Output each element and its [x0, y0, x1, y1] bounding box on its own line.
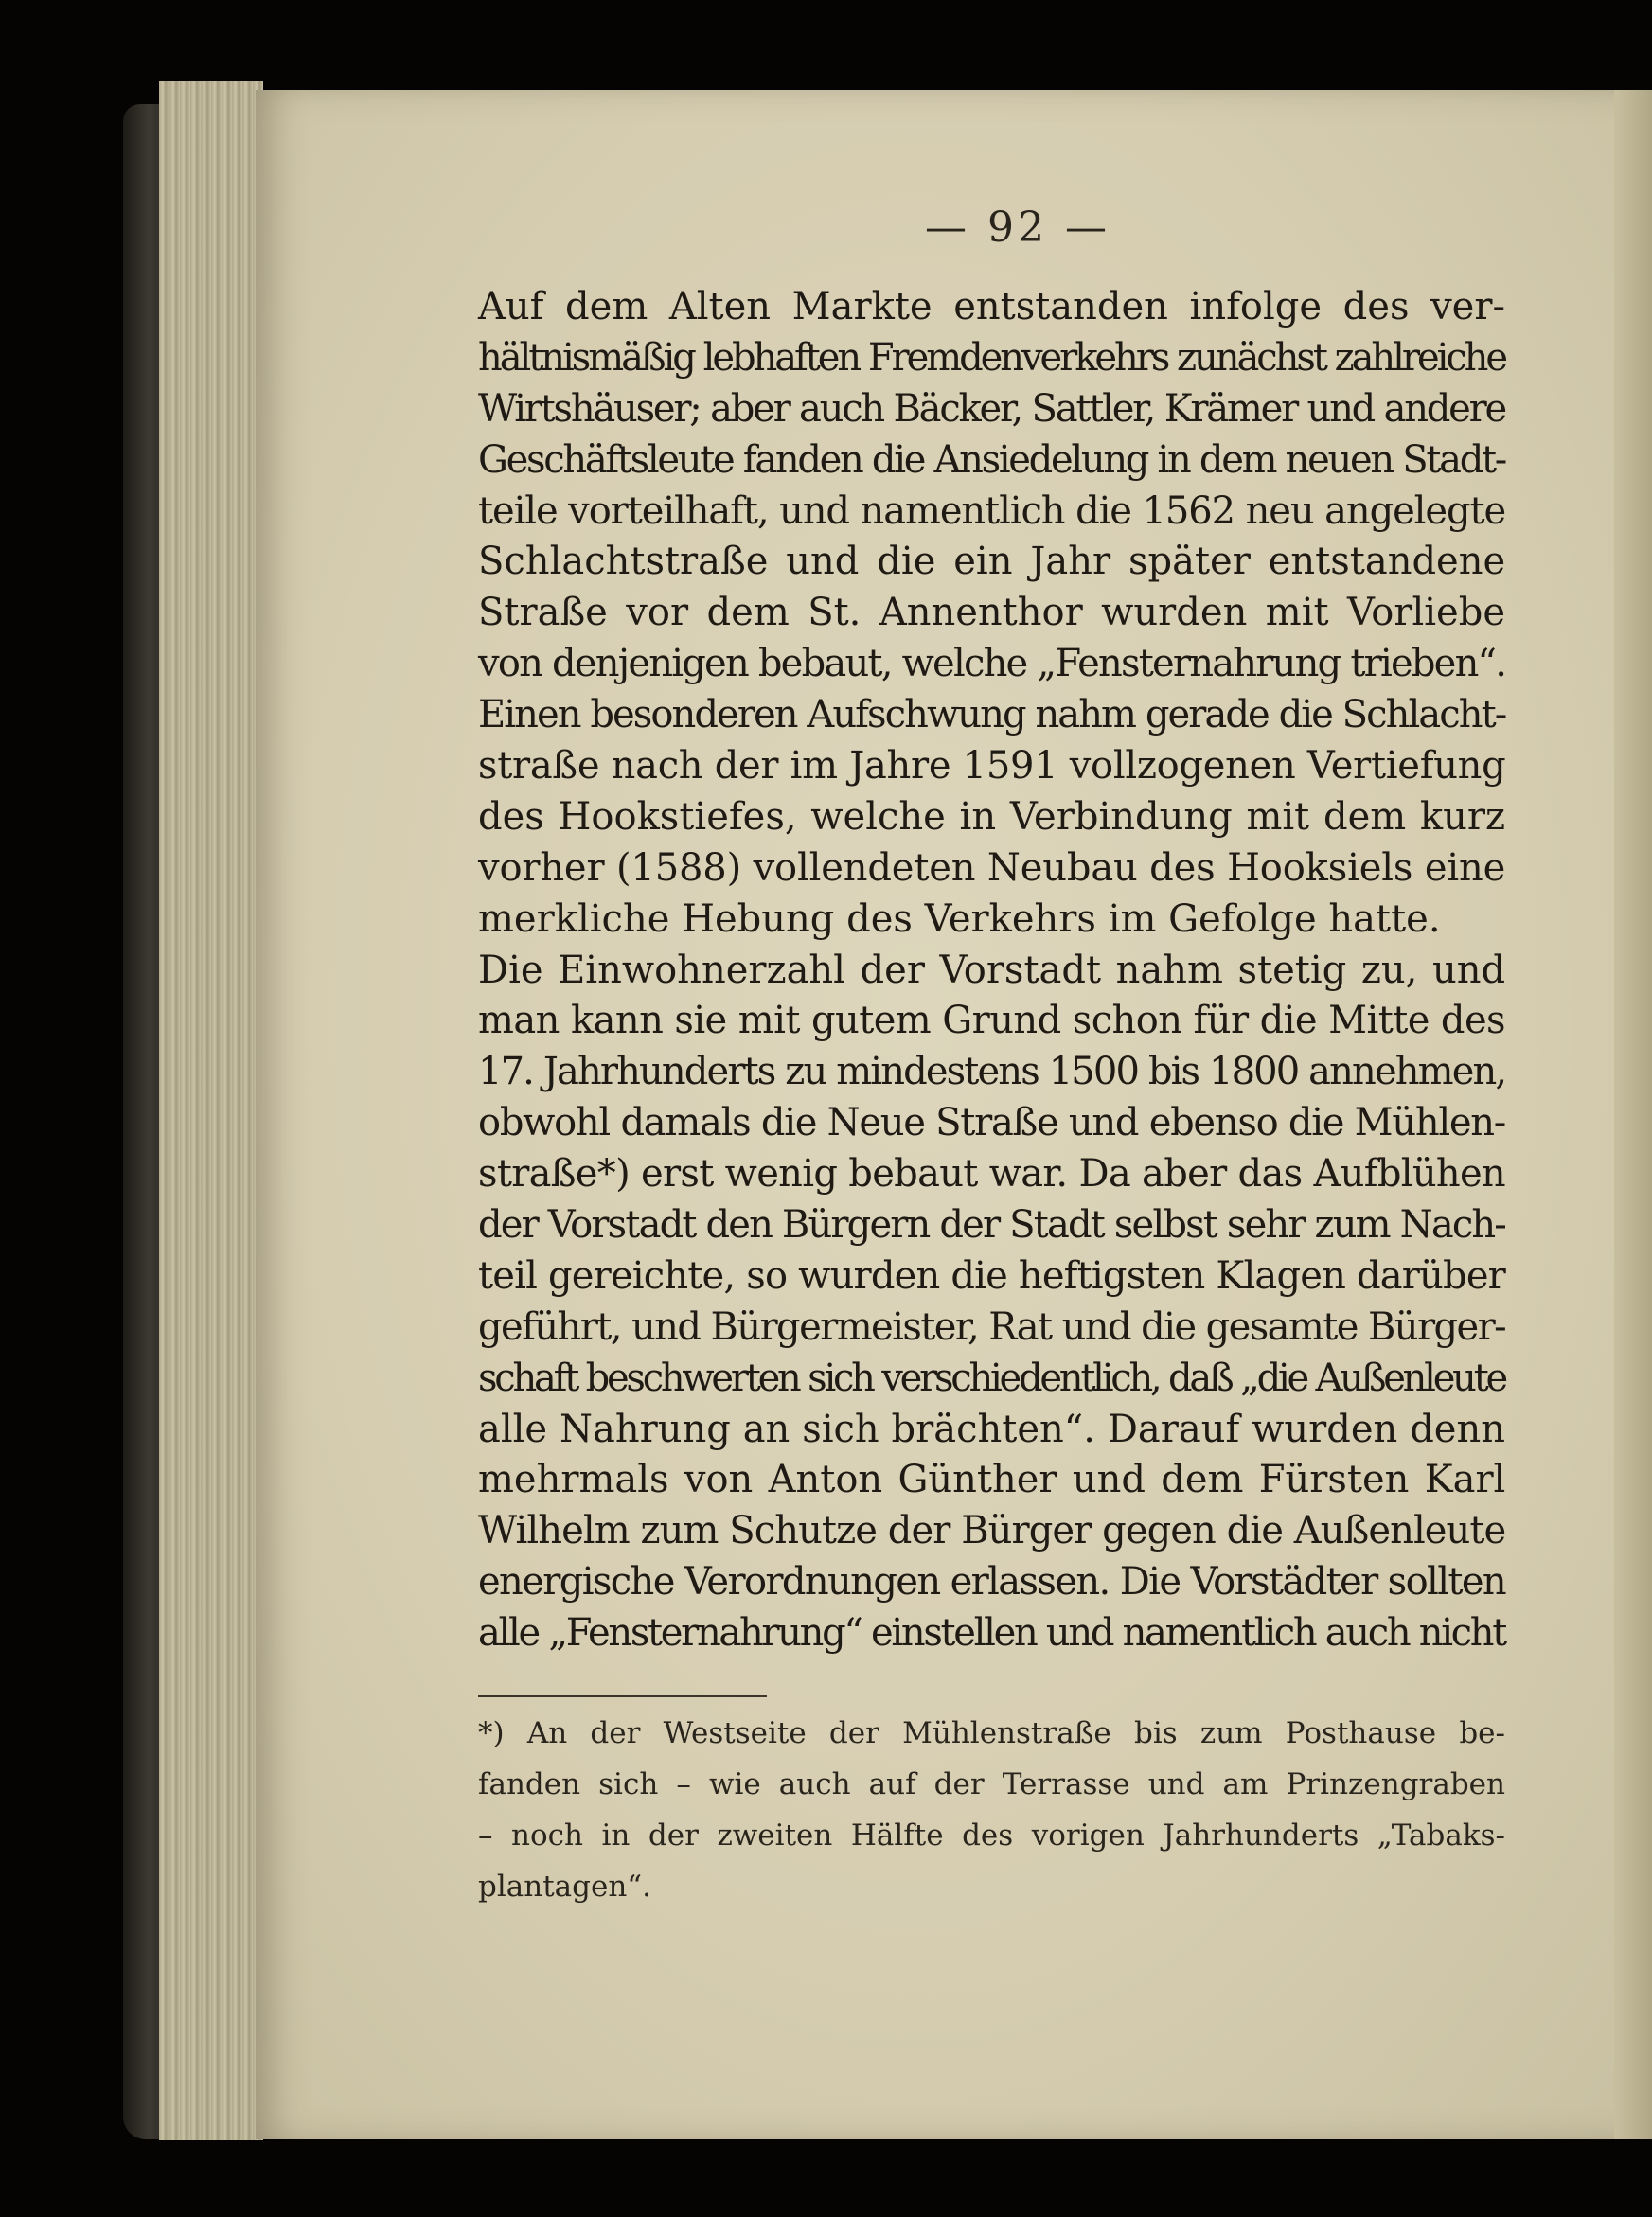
text-line: Wilhelm zum Schutze der Bürger gegen die Außenleute: [478, 1509, 1506, 1553]
page-number: — 92 —: [925, 204, 1110, 252]
text-line: Wirtshäuser; aber auch Bäcker, Sattler, Krämer und andere: [478, 386, 1505, 431]
footnote-line: – noch in der zweiten Hälfte des vorigen Jahrhunderts „Tabaks-: [478, 1818, 1505, 1853]
text-line: Straße vor dem St. Annenthor wurden mit Vorliebe: [478, 591, 1505, 635]
text-line: energische Verordnungen erlassen. Die Vorstädter sollten: [478, 1560, 1505, 1605]
footnote-line: *) An der Westseite der Mühlenstraße bis zum Posthause be-: [478, 1716, 1505, 1750]
text-line: schaft beschwerten sich verschiedentlich, daß „die Außenleute: [478, 1356, 1505, 1400]
footnote-line: plantagen“.: [478, 1869, 652, 1904]
text-line: mehrmals von Anton Günther und dem Fürsten Karl: [478, 1458, 1506, 1502]
text-line: geführt, und Bürgermeister, Rat und die gesamte Bürger-: [478, 1304, 1506, 1349]
text-line: teil gereichte, so wurden die heftigsten Klagen darüber: [478, 1253, 1505, 1298]
text-line: obwohl damals die Neue Straße und ebenso die Mühlen-: [478, 1101, 1505, 1145]
text-line: vorher (1588) vollendeten Neubau des Hooksiels eine: [478, 845, 1506, 890]
text-line: alle Nahrung an sich brächten“. Darauf wurden denn: [478, 1407, 1505, 1451]
text-line: alle „Fensternahrung“ einstellen und namentlich auch nicht: [478, 1611, 1505, 1656]
text-line: straße nach der im Jahre 1591 vollzogenen Vertiefung: [478, 744, 1506, 789]
text-line: straße*) erst wenig bebaut war. Da aber das Aufblühen: [478, 1152, 1505, 1197]
footnote: [478, 1712, 1505, 1916]
text-line: man kann sie mit gutem Grund schon für die Mitte des: [478, 999, 1506, 1043]
text-line: Auf dem Alten Markte entstanden infolge des ver-: [478, 285, 1505, 328]
text-line: Einen besonderen Aufschwung nahm gerade die Schlacht-: [478, 693, 1506, 737]
text-line: der Vorstadt den Bürgern der Stadt selbst sehr zum Nach-: [478, 1203, 1505, 1248]
facing-page-edge: [1614, 90, 1652, 2139]
footnote-line: fanden sich – wie auch auf der Terrasse und am Prinzengraben: [478, 1766, 1505, 1801]
text-line: merkliche Hebung des Verkehrs im Gefolge hatte.: [478, 896, 1441, 941]
text-line: Geschäftsleute fanden die Ansiedelung in dem neuen Stadt-: [478, 437, 1505, 482]
text-line: hältnismäßig lebhaften Fremdenverkehrs zunächst zahlreiche: [478, 335, 1505, 380]
text-line: des Hookstiefes, welche in Verbindung mit dem kurz: [478, 794, 1506, 839]
text-line: teile vorteilhaft, und namentlich die 1562 neu angelegte: [478, 488, 1506, 533]
text-line: von denjenigen bebaut, welche „Fensternahrung trieben“.: [478, 642, 1506, 686]
body-text: [478, 282, 1505, 1659]
footnote-rule: [478, 1695, 767, 1697]
text-line: Schlachtstraße und die ein Jahr später entstandene: [478, 540, 1506, 584]
text-line: 17. Jahrhunderts zu mindestens 1500 bis 1800 annehmen,: [478, 1050, 1506, 1094]
text-line: Die Einwohnerzahl der Vorstadt nahm stetig zu, und: [478, 948, 1506, 992]
page-edges: [159, 81, 263, 2140]
